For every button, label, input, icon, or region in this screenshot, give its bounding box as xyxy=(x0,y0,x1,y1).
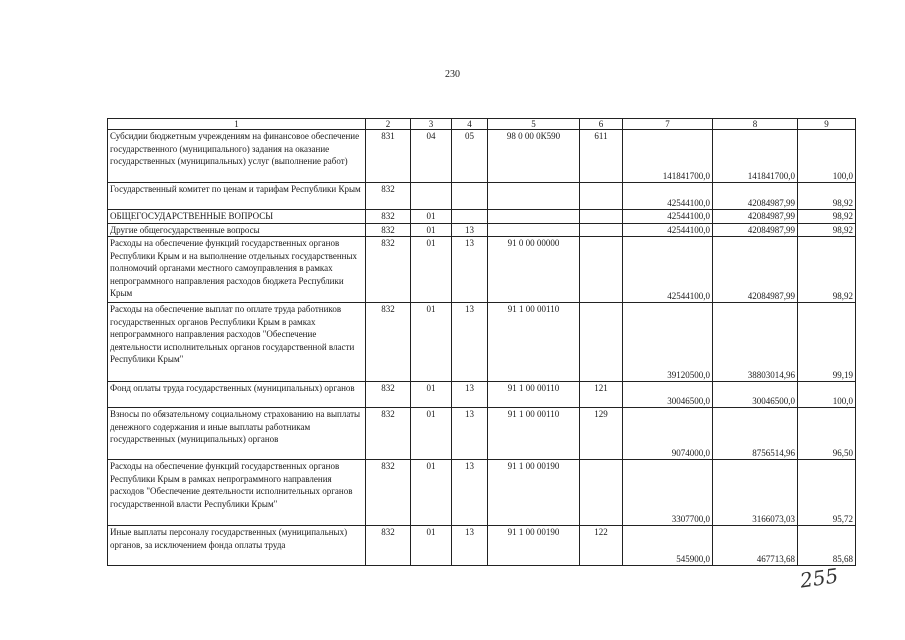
cell-executed: 42084987,99 xyxy=(713,210,798,224)
table-row xyxy=(108,210,856,224)
cell-target-article: 91 1 00 00190 xyxy=(488,460,580,526)
cell-subsection: 13 xyxy=(452,460,488,526)
cell-planned: 42544100,0 xyxy=(623,223,713,237)
cell-admin-code: 832 xyxy=(366,237,411,303)
cell-admin-code: 832 xyxy=(366,460,411,526)
cell-expense-type xyxy=(580,237,623,303)
cell-subsection xyxy=(452,210,488,224)
header-cell: 9 xyxy=(798,119,856,130)
table-row xyxy=(108,183,856,210)
cell-section xyxy=(411,183,452,210)
cell-admin-code: 832 xyxy=(366,526,411,566)
row-name: Фонд оплаты труда государственных (муниципальных) органов xyxy=(108,382,366,408)
cell-target-article: 91 1 00 00110 xyxy=(488,408,580,460)
cell-planned: 39120500,0 xyxy=(623,303,713,382)
cell-percent: 95,72 xyxy=(798,460,856,526)
cell-target-article xyxy=(488,210,580,224)
cell-expense-type xyxy=(580,460,623,526)
handwritten-page-number: 255 xyxy=(798,563,840,593)
cell-subsection: 13 xyxy=(452,382,488,408)
cell-target-article: 91 1 00 00110 xyxy=(488,382,580,408)
table-row xyxy=(108,223,856,237)
header-cell: 7 xyxy=(623,119,713,130)
cell-target-article: 98 0 00 0К590 xyxy=(488,130,580,183)
cell-planned: 42544100,0 xyxy=(623,183,713,210)
cell-executed: 42084987,99 xyxy=(713,183,798,210)
row-name: ОБЩЕГОСУДАРСТВЕННЫЕ ВОПРОСЫ xyxy=(108,210,366,224)
cell-planned: 42544100,0 xyxy=(623,210,713,224)
table-header-row xyxy=(108,119,856,130)
cell-executed: 38803014,96 xyxy=(713,303,798,382)
cell-section: 01 xyxy=(411,237,452,303)
cell-executed: 141841700,0 xyxy=(713,130,798,183)
cell-target-article: 91 0 00 00000 xyxy=(488,237,580,303)
table-row xyxy=(108,460,856,526)
budget-table xyxy=(107,118,856,566)
row-name: Расходы на обеспечение выплат по оплате труда работников государственных органов Республики Крым в рамках непрограммного направления расходов "Обеспечение деятельности исполнительных органов государственной власти Республики Крым" xyxy=(108,303,366,382)
cell-subsection: 05 xyxy=(452,130,488,183)
cell-planned: 141841700,0 xyxy=(623,130,713,183)
row-name: Расходы на обеспечение функций государственных органов Республики Крым в рамках непрограммного направления расходов "Обеспечение деятельности исполнительных органов государственной власти Республики Крым" xyxy=(108,460,366,526)
cell-section: 01 xyxy=(411,382,452,408)
cell-planned: 30046500,0 xyxy=(623,382,713,408)
header-cell: 5 xyxy=(488,119,580,130)
table-row xyxy=(108,526,856,566)
cell-section: 01 xyxy=(411,223,452,237)
cell-expense-type xyxy=(580,210,623,224)
cell-executed: 8756514,96 xyxy=(713,408,798,460)
cell-percent: 98,92 xyxy=(798,210,856,224)
cell-expense-type xyxy=(580,183,623,210)
cell-admin-code: 831 xyxy=(366,130,411,183)
cell-subsection: 13 xyxy=(452,526,488,566)
cell-expense-type xyxy=(580,223,623,237)
cell-executed: 3166073,03 xyxy=(713,460,798,526)
table-row xyxy=(108,408,856,460)
row-name: Государственный комитет по ценам и тарифам Республики Крым xyxy=(108,183,366,210)
header-cell: 1 xyxy=(108,119,366,130)
cell-planned: 9074000,0 xyxy=(623,408,713,460)
table-row xyxy=(108,303,856,382)
cell-expense-type: 611 xyxy=(580,130,623,183)
cell-expense-type: 122 xyxy=(580,526,623,566)
header-cell: 3 xyxy=(411,119,452,130)
row-name: Расходы на обеспечение функций государственных органов Республики Крым и на выполнение отдельных государственных полномочий органами местного самоуправления в рамках непрограммного направления расходов бюджета Республики Крым xyxy=(108,237,366,303)
cell-percent: 99,19 xyxy=(798,303,856,382)
cell-planned: 545900,0 xyxy=(623,526,713,566)
cell-admin-code: 832 xyxy=(366,210,411,224)
page-number: 230 xyxy=(445,69,460,80)
row-name: Другие общегосударственные вопросы xyxy=(108,223,366,237)
cell-target-article: 91 1 00 00110 xyxy=(488,303,580,382)
cell-executed: 42084987,99 xyxy=(713,237,798,303)
cell-admin-code: 832 xyxy=(366,223,411,237)
cell-subsection: 13 xyxy=(452,408,488,460)
cell-subsection: 13 xyxy=(452,223,488,237)
cell-section: 01 xyxy=(411,526,452,566)
header-cell: 4 xyxy=(452,119,488,130)
cell-executed: 467713,68 xyxy=(713,526,798,566)
cell-admin-code: 832 xyxy=(366,183,411,210)
cell-section: 04 xyxy=(411,130,452,183)
cell-percent: 98,92 xyxy=(798,183,856,210)
cell-percent: 96,50 xyxy=(798,408,856,460)
cell-section: 01 xyxy=(411,408,452,460)
cell-target-article xyxy=(488,183,580,210)
table-row xyxy=(108,130,856,183)
cell-target-article: 91 1 00 00190 xyxy=(488,526,580,566)
cell-subsection: 13 xyxy=(452,303,488,382)
cell-executed: 30046500,0 xyxy=(713,382,798,408)
cell-percent: 100,0 xyxy=(798,382,856,408)
cell-expense-type: 129 xyxy=(580,408,623,460)
row-name: Субсидии бюджетным учреждениям на финансовое обеспечение государственного (муниципального) задания на оказание государственных (муниципальных) услуг (выполнение работ) xyxy=(108,130,366,183)
cell-subsection xyxy=(452,183,488,210)
header-cell: 8 xyxy=(713,119,798,130)
header-cell: 6 xyxy=(580,119,623,130)
row-name: Взносы по обязательному социальному страхованию на выплаты денежного содержания и иные выплаты работникам государственных (муниципальных) органов xyxy=(108,408,366,460)
cell-section: 01 xyxy=(411,303,452,382)
row-name: Иные выплаты персоналу государственных (муниципальных) органов, за исключением фонда оплаты труда xyxy=(108,526,366,566)
cell-percent: 98,92 xyxy=(798,237,856,303)
cell-section: 01 xyxy=(411,460,452,526)
cell-planned: 3307700,0 xyxy=(623,460,713,526)
cell-percent: 85,68 xyxy=(798,526,856,566)
cell-expense-type: 121 xyxy=(580,382,623,408)
cell-subsection: 13 xyxy=(452,237,488,303)
cell-section: 01 xyxy=(411,210,452,224)
cell-target-article xyxy=(488,223,580,237)
cell-admin-code: 832 xyxy=(366,408,411,460)
table-row xyxy=(108,382,856,408)
cell-admin-code: 832 xyxy=(366,303,411,382)
cell-planned: 42544100,0 xyxy=(623,237,713,303)
cell-percent: 100,0 xyxy=(798,130,856,183)
cell-executed: 42084987,99 xyxy=(713,223,798,237)
header-cell: 2 xyxy=(366,119,411,130)
cell-expense-type xyxy=(580,303,623,382)
cell-percent: 98,92 xyxy=(798,223,856,237)
cell-admin-code: 832 xyxy=(366,382,411,408)
table-row xyxy=(108,237,856,303)
